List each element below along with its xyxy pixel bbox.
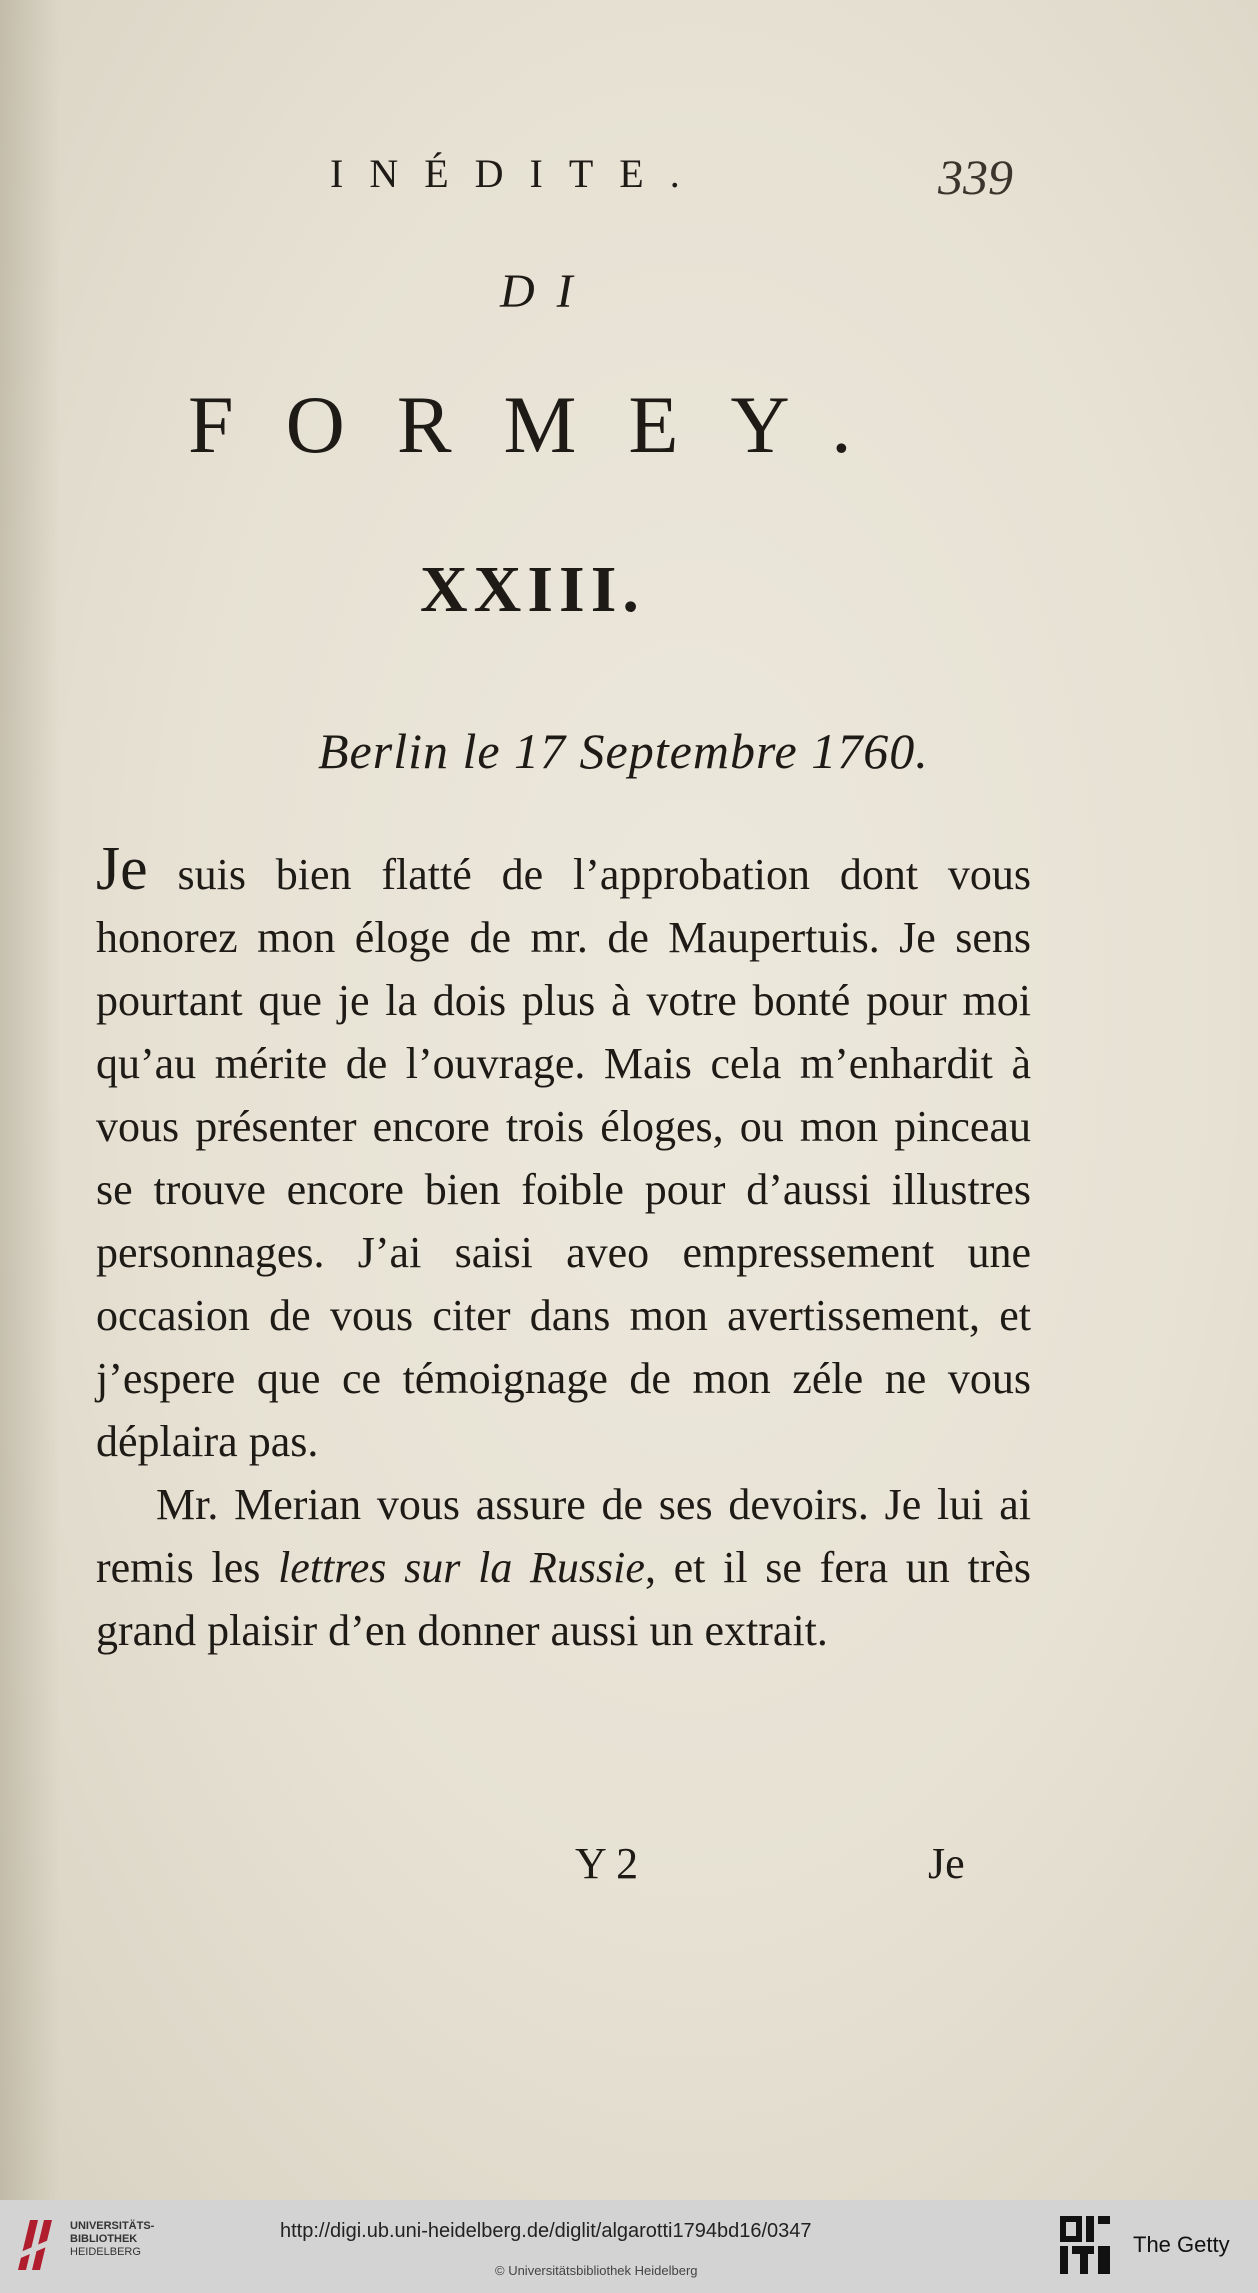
heading-di: DI	[500, 265, 595, 318]
dateline: Berlin le 17 Septembre 1760.	[318, 723, 929, 779]
running-head: INÉDITE.	[330, 151, 706, 196]
signature-mark: Y 2	[575, 1839, 639, 1888]
paragraph-1	[96, 835, 1031, 1473]
getty-logo-icon	[1058, 2214, 1112, 2276]
getty-partner-name: The Getty	[1133, 2232, 1230, 2257]
catchword: Je	[928, 1839, 965, 1888]
viewer-footer	[0, 2200, 1258, 2293]
permalink-url[interactable]: http://digi.ub.uni-heidelberg.de/diglit/algarotti1794bd16/0347	[280, 2220, 812, 2242]
paragraph-1-text: suis bien flatté de l’approbation dont vous honorez mon éloge de mr. de Maupertuis. Je sens pourtant que je la dois plus à votre bonté pour moi qu’au mérite de l’ouvrage. Mais cela m’enhardit à vous présenter encore trois éloges, ou mon pinceau se trouve encore bien foible pour d’aussi illustres personnages. J’ai saisi aveo empressement une occasion de vous citer dans mon avertissement, et j’espere que ce témoignage de mon zéle ne vous déplaira pas.	[96, 850, 1031, 1466]
paragraph-2-text-before: Mr. Merian vous assure de ses devoirs. Je lui ai remis les	[96, 1480, 1031, 1592]
letter-number: XXIII.	[420, 553, 645, 626]
university-library-logo-icon	[14, 2214, 60, 2274]
book-title-italic: lettres sur la Russie	[278, 1543, 645, 1592]
paragraph-2-text-after: , et il se fera un très grand plaisir d’en donner aussi un extrait.	[96, 1543, 1031, 1655]
library-name-line-3: HEIDELBERG	[70, 2246, 141, 2258]
letter-body	[96, 835, 1031, 1662]
page-number: 339	[938, 149, 1013, 205]
initial-word: Je	[96, 835, 148, 903]
copyright-notice: © Universitätsbibliothek Heidelberg	[495, 2263, 698, 2278]
library-name-line-2: BIBLIOTHEK	[70, 2233, 138, 2245]
paragraph-2	[96, 1473, 1031, 1662]
library-name-line-1: UNIVERSITÄTS-	[70, 2220, 155, 2232]
heading-formey: FORMEY.	[188, 379, 904, 470]
library-name	[70, 2220, 154, 2259]
